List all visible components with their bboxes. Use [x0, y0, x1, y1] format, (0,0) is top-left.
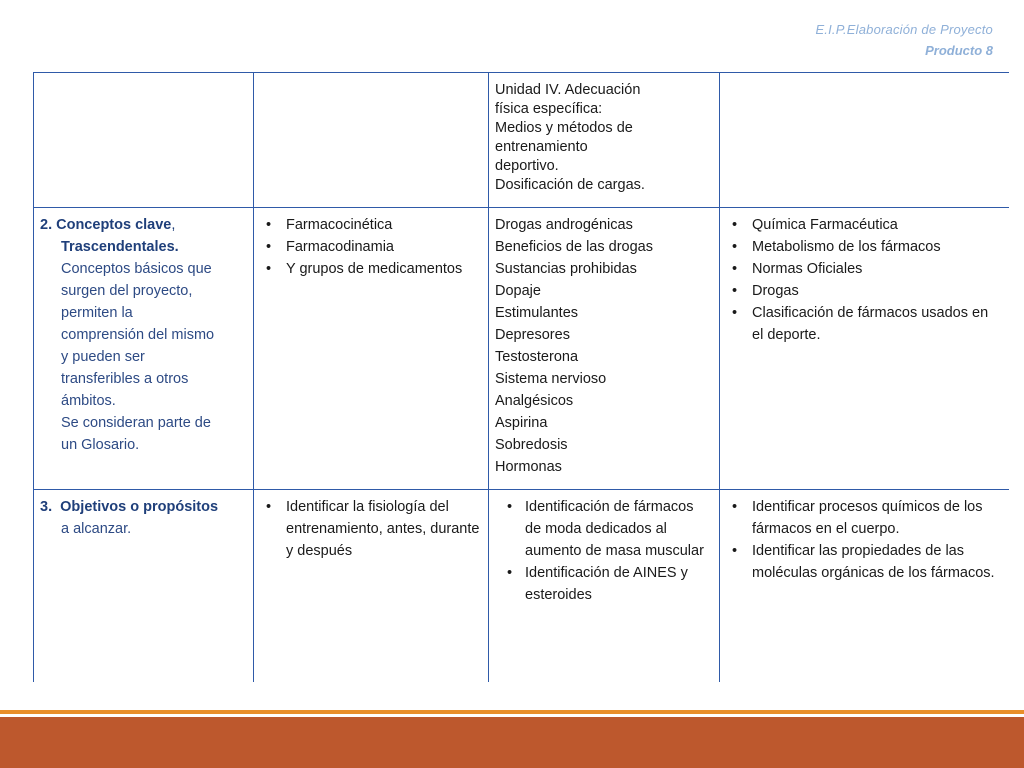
table-cell-empty: [720, 73, 1010, 208]
text-line: Sistema nervioso: [495, 371, 607, 387]
text-line: Hormonas: [495, 459, 562, 475]
list-item: • Farmacocinética: [260, 214, 482, 236]
list-item: • Farmacodinamia: [260, 236, 482, 258]
footer-bar: [0, 717, 1024, 768]
bullet-list: [260, 496, 482, 562]
footer-accent-line: [0, 710, 1024, 714]
text-line: Analgésicos: [495, 393, 574, 409]
table-row: [34, 208, 1010, 490]
drug-terms-cell: [489, 208, 720, 490]
text-line: ámbitos.: [61, 393, 116, 409]
row-heading: 3. Objetivos o propósitos: [40, 499, 219, 515]
header-title: E.I.P.Elaboración de Proyecto: [815, 22, 993, 37]
list-item: • Clasificación de fármacos usados en el deporte.: [726, 302, 1003, 346]
list-item: • Drogas: [726, 280, 1003, 302]
list-item: • Normas Oficiales: [726, 258, 1003, 280]
text-line: Aspirina: [495, 415, 548, 431]
list-item: • Metabolismo de los fármacos: [726, 236, 1003, 258]
list-item: • Y grupos de medicamentos: [260, 258, 482, 280]
row-description: [40, 258, 247, 456]
table-row: [34, 490, 1010, 683]
text-line: entrenamiento: [495, 139, 588, 155]
chemistry-topics-cell: [720, 208, 1010, 490]
objectives-heading-cell: [34, 490, 254, 683]
text-line: Dosificación de cargas.: [495, 177, 645, 193]
text-line: un Glosario.: [61, 437, 140, 453]
physiology-objective-cell: [254, 490, 489, 683]
bullet-list: [260, 214, 482, 280]
table-cell-empty: [34, 73, 254, 208]
text-line: Medios y métodos de: [495, 120, 633, 136]
table-row: [34, 73, 1010, 208]
text-line: Estimulantes: [495, 305, 579, 321]
text-line: surgen del proyecto,: [61, 283, 193, 299]
header-product: Producto 8: [925, 43, 993, 58]
text-line: Drogas androgénicas: [495, 217, 633, 233]
drug-identification-objective-cell: [489, 490, 720, 683]
list-item: • Identificación de fármacos de moda dedicados al aumento de masa muscular: [495, 496, 713, 562]
text-line: Conceptos básicos que: [61, 261, 212, 277]
text-line: Sustancias prohibidas: [495, 261, 637, 277]
table-cell-empty: [254, 73, 489, 208]
bullet-list: [726, 496, 1003, 584]
chemistry-objective-cell: [720, 490, 1010, 683]
text-line: Beneficios de las drogas: [495, 239, 653, 255]
text-line: deportivo.: [495, 158, 559, 174]
bullet-list: [726, 214, 1003, 346]
key-concepts-heading-cell: [34, 208, 254, 490]
row-heading-continuation: a alcanzar.: [61, 521, 132, 537]
list-item: • Identificación de AINES y esteroides: [495, 562, 713, 606]
bullet-list: [495, 496, 713, 606]
text-line: Sobredosis: [495, 437, 568, 453]
content-table-wrapper: [33, 72, 1009, 682]
content-table: [33, 72, 1009, 682]
row-heading: 2. Conceptos clave,: [40, 217, 176, 233]
list-item: • Identificar las propiedades de las moléculas orgánicas de los fármacos.: [726, 540, 1003, 584]
text-line: Dopaje: [495, 283, 541, 299]
text-line: Unidad IV. Adecuación: [495, 82, 641, 98]
text-line: Depresores: [495, 327, 570, 343]
list-item: • Química Farmacéutica: [726, 214, 1003, 236]
text-line: permiten la: [61, 305, 133, 321]
text-line: y pueden ser: [61, 349, 145, 365]
text-line: transferibles a otros: [61, 371, 189, 387]
list-item: • Identificar procesos químicos de los fármacos en el cuerpo.: [726, 496, 1003, 540]
row-heading-continuation: Trascendentales.: [61, 239, 179, 255]
text-line: comprensión del mismo: [61, 327, 215, 343]
slide-header: [815, 22, 993, 58]
unit-iv-cell: [489, 73, 720, 208]
text-line: Testosterona: [495, 349, 579, 365]
text-line: física específica:: [495, 101, 603, 117]
list-item: • Identificar la fisiología del entrenamiento, antes, durante y después: [260, 496, 482, 562]
text-line: Se consideran parte de: [61, 415, 211, 431]
pharmacology-topics-cell: [254, 208, 489, 490]
